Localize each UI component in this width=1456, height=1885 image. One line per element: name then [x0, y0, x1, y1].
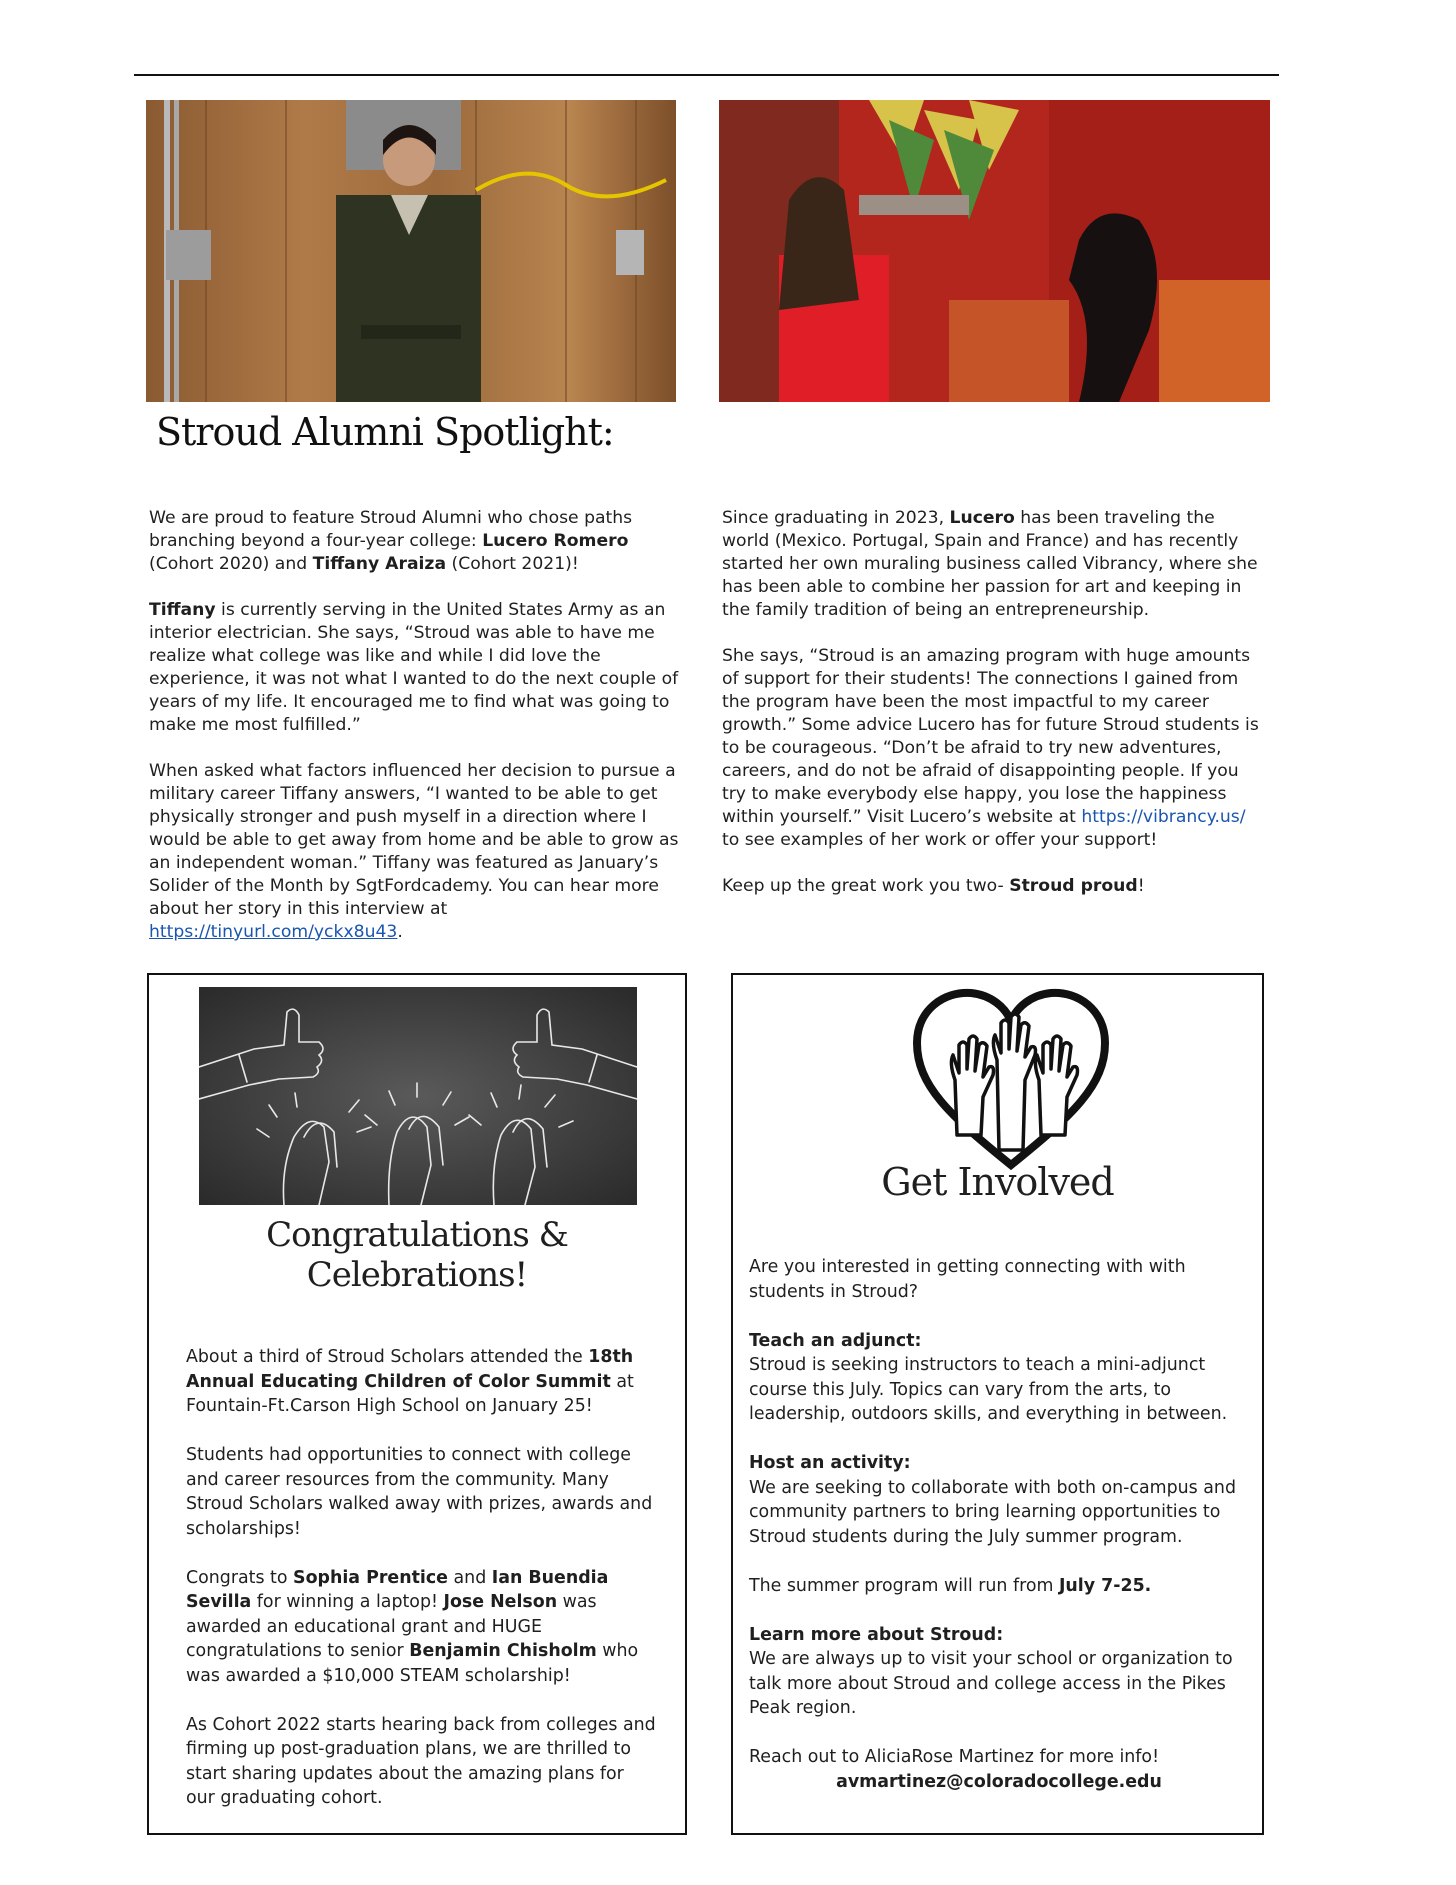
- tiffany-army-photo: [146, 100, 676, 402]
- clapping-hands-illustration: [199, 987, 637, 1205]
- heart-hands-icon: [909, 985, 1113, 1173]
- contact-email[interactable]: avmartinez@coloradocollege.edu: [836, 1771, 1162, 1792]
- summer-program-dates: The summer program will run from July 7-25.: [749, 1575, 1152, 1596]
- spotlight-title: Stroud Alumni Spotlight:: [156, 410, 614, 454]
- involved-intro: Are you interested in getting connecting with with students in Stroud?: [749, 1257, 1186, 1302]
- tiffany-army-paragraph: Tiffany is currently serving in the United States Army as an interior electrician. She says, “Stroud was able to have me realize what college was like and while I did love the experience, it was not what I wanted to do the next couple of years of my life. It encouraged me to find what was going to make me most fulfilled.”: [149, 600, 679, 735]
- congratulations-box: [147, 973, 687, 1835]
- stroud-proud-paragraph: Keep up the great work you two- Stroud proud!: [722, 876, 1145, 896]
- cohort-2022-paragraph: As Cohort 2022 starts hearing back from colleges and firming up post-graduation plans, we are thrilled to start sharing updates about the amazing plans for our graduating cohort.: [186, 1714, 656, 1808]
- congratulations-title: Congratulations & Celebrations!: [266, 1215, 568, 1295]
- lucero-travel-paragraph: Since graduating in 2023, Lucero has been traveling the world (Mexico. Portugal, Spain and France) and has recently started her own muraling business called Vibrancy, where she has been able to combine her passion for art and keeping in the family tradition of being an entrepreneurship.: [722, 508, 1258, 620]
- lucero-quote-paragraph: She says, “Stroud is an amazing program with huge amounts of support for their students! The connections I gained from the program have been the most impactful to my career growth.” Some advice Lucero has for future Stroud students is to be courageous. “Don’t be afraid to try new adventures, careers, and do not be afraid of disappointing people. If you try to make everybody else happy, you lose the happiness within yourself.” Visit Lucero’s website at https://vibrancy.us/ to see examples of her work or offer your support!: [722, 646, 1259, 850]
- get-involved-title: Get Involved: [881, 1160, 1114, 1204]
- learn-more-section: Learn more about Stroud: We are always up to visit your school or organization to talk more about Stroud and college access in the Pikes Peak region.: [749, 1624, 1233, 1718]
- summit-paragraph: About a third of Stroud Scholars attended the 18th Annual Educating Children of Color Summit at Fountain-Ft.Carson High School on January 25!: [186, 1347, 634, 1416]
- opportunities-paragraph: Students had opportunities to connect with college and career resources from the community. Many Stroud Scholars walked away with prizes, awards and scholarships!: [186, 1445, 653, 1539]
- spotlight-right-column: [722, 507, 1262, 921]
- lucero-mural-photo: [719, 100, 1270, 402]
- tiffany-interview-link[interactable]: https://tinyurl.com/yckx8u43: [149, 922, 398, 942]
- teach-adjunct-section: Teach an adjunct: Stroud is seeking instructors to teach a mini-adjunct course this July. Topics can vary from the arts, to leadership, outdoors skills, and everything in between.: [749, 1330, 1228, 1424]
- top-divider-line: [134, 74, 1279, 76]
- contact-section: Reach out to AliciaRose Martinez for more info! avmartinez@coloradocollege.edu: [749, 1745, 1249, 1794]
- host-activity-section: Host an activity: We are seeking to collaborate with both on-campus and community partners to bring learning opportunities to Stroud students during the July summer program.: [749, 1453, 1236, 1547]
- get-involved-box: [731, 973, 1264, 1835]
- spotlight-left-column: [149, 507, 697, 967]
- congratulations-body: [186, 1345, 656, 1835]
- winners-paragraph: Congrats to Sophia Prentice and Ian Buendia Sevilla for winning a laptop! Jose Nelson was awarded an educational grant and HUGE congratulations to senior Benjamin Chisholm who was awarded a $10,000 STEAM scholarship!: [186, 1567, 639, 1686]
- spotlight-intro-paragraph: We are proud to feature Stroud Alumni who chose paths branching beyond a four-year college: Lucero Romero (Cohort 2020) and Tiffany Araiza (Cohort 2021)!: [149, 508, 633, 574]
- get-involved-body: [749, 1255, 1249, 1819]
- vibrancy-website-link[interactable]: https://vibrancy.us/: [1081, 807, 1246, 827]
- tiffany-military-paragraph: When asked what factors influenced her decision to pursue a military career Tiffany answers, “I wanted to be able to get physically stronger and push myself in a direction where I would be able to get away from home and be able to grow as an independent woman.” Tiffany was featured as January’s Solider of the Month by SgtFordcademy. You can hear more about her story in this interview at https://tinyurl.com/yckx8u43.: [149, 761, 679, 942]
